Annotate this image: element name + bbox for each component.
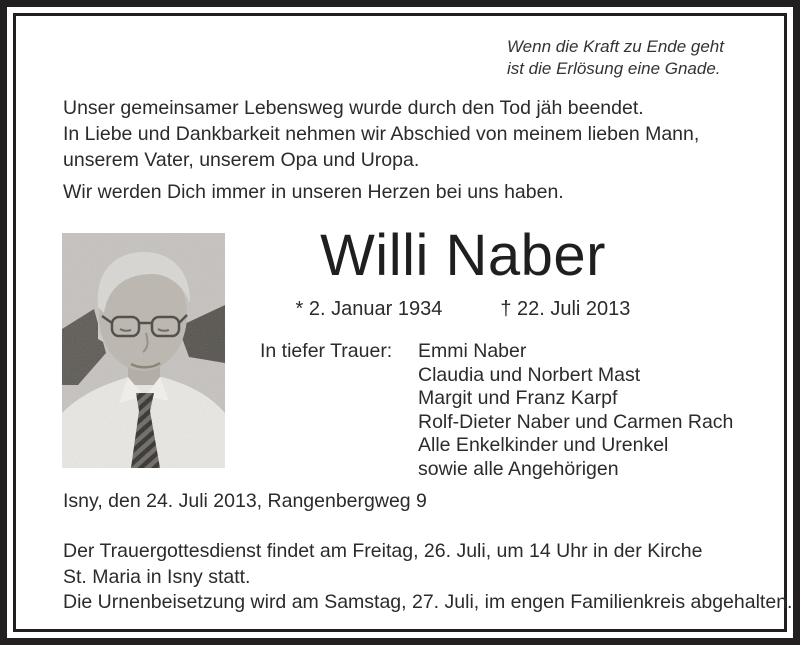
intro-para2: Wir werden Dich immer in unseren Herzen bei uns haben. — [63, 181, 564, 203]
life-dates — [248, 298, 678, 321]
service-line-3: Die Urnenbeisetzung wird am Samstag, 27. Juli, im engen Familienkreis abgehalten. — [63, 591, 793, 613]
mourner-name: Alle Enkelkinder und Urenkel — [418, 434, 669, 456]
epigraph-quote — [507, 36, 724, 79]
service-line-2: St. Maria in Isny statt. — [63, 565, 251, 588]
service-line-1: Der Trauergottesdienst findet am Freitag, 26. Juli, um 14 Uhr in der Kirche — [63, 540, 703, 562]
place-date-line: Isny, den 24. Juli 2013, Rangenbergweg 9 — [63, 490, 427, 512]
mourner-name: Margit und Franz Karpf — [418, 387, 618, 409]
epigraph-line-2: ist die Erlösung eine Gnade. — [506, 58, 721, 78]
mourner-name: Rolf-Dieter Naber und Carmen Rach — [418, 410, 734, 433]
death-date: † 22. Juli 2013 — [500, 298, 631, 320]
deceased-header — [248, 224, 678, 321]
portrait-photo-illustration — [62, 233, 225, 468]
mourning-label: In tiefer Trauer: — [260, 340, 393, 362]
mourner-name: sowie alle Angehörigen — [418, 457, 619, 480]
intro-text — [63, 95, 699, 205]
intro-para1-line2: In Liebe und Dankbarkeit nehmen wir Abschied von meinem lieben Mann, — [63, 123, 700, 145]
service-info — [63, 539, 792, 616]
mourner-name: Emmi Naber — [418, 340, 527, 362]
epigraph-line-1: Wenn die Kraft zu Ende geht — [506, 37, 724, 56]
mourning-section — [260, 340, 733, 481]
portrait-photo — [62, 233, 225, 468]
intro-para1-line1: Unser gemeinsamer Lebensweg wurde durch den Tod jäh beendet. — [63, 97, 644, 119]
birth-date: * 2. Januar 1934 — [295, 298, 443, 320]
intro-para1-line3: unserem Vater, unserem Opa und Uropa. — [63, 149, 420, 171]
mourner-name: Claudia und Norbert Mast — [418, 363, 641, 386]
mourner-names-list — [418, 340, 733, 481]
deceased-name: Willi Naber — [320, 223, 606, 288]
